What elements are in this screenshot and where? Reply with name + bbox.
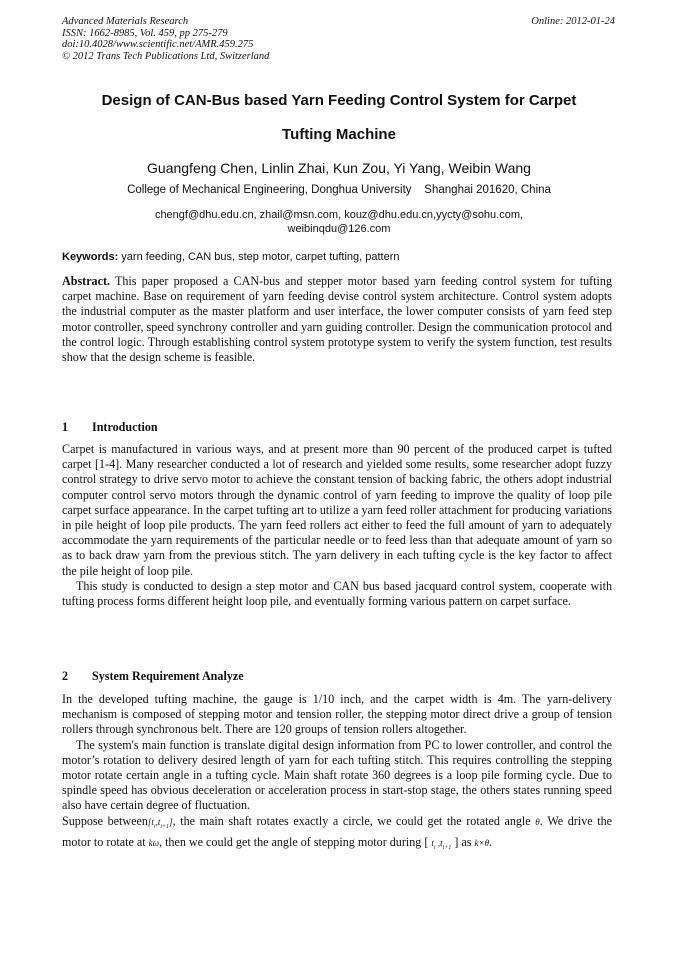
text-run: . [489,834,493,849]
doi-line: doi:10.4028/www.scientific.net/AMR.459.275 [62,39,254,50]
issn-line: ISSN: 1662-8985, Vol. 459, pp 275-279 [62,27,228,39]
section-2-body [62,692,612,856]
email-line1: chengf@dhu.edu.cn, zhail@msn.com, kouz@dhu.edu.cn,yycty@sohu.com, [154,209,524,221]
text-run: ] as [454,834,472,849]
copyright-line: © 2012 Trans Tech Publications Ltd, Switzerland [62,50,270,62]
text-run: . We drive the motor to rotate at [62,813,612,849]
keywords-label: Keywords: [62,251,119,263]
online-date: Online: 2012-01-24 [531,16,615,27]
text-run: Suppose between [62,813,148,828]
section-1-body [62,442,612,609]
paragraph: This study is conducted to design a step motor and CAN bus based jacquard control system, cooperate with tufting process forms different height loop pile, and eventually forming various pattern on carpet surface. [62,578,612,609]
text-run: , the main shaft rotates exactly a circle, we could get the rotated angle [172,813,531,828]
abstract [62,274,612,365]
paper-title-line2: Tufting Machine [282,126,396,143]
keywords-text: yarn feeding, CAN bus, step motor, carpet tufting, pattern [118,251,400,263]
k-times-theta-symbol: k×θ [474,837,490,848]
interval-ti-ti1: $t_i$ $,t_{i+1}$ [431,837,452,851]
email-line2: weibinqdu@126.com [287,223,391,235]
paper-title-line1: Design of CAN-Bus based Yarn Feeding Control System for Carpet [101,92,577,109]
section-heading-1 [62,420,158,435]
author-list: Guangfeng Chen, Linlin Zhai, Kun Zou, Yi Yang, Weibin Wang [147,160,531,176]
journal-header [62,16,269,62]
paragraph: In the developed tufting machine, the gauge is 1/10 inch, and the carpet width is 4m. The yarn-delivery mechanism is composed of stepping motor and tension roller, the stepping motor direct drive a group of tension rollers through synchronous belt. There are 120 groups of tension rollers altogether. [62,692,612,737]
section-number: 2 [62,669,69,683]
abstract-label: Abstract. [62,274,111,288]
section-number: 1 [62,420,69,434]
k-omega-symbol: kω [148,837,160,848]
interval-ti-ti1: $[t_i,t_{i+1}]$ [147,816,173,830]
text-run: , then we could get the angle of stepping motor during [ [159,834,429,849]
author-emails [62,208,616,236]
journal-name: Advanced Materials Research [62,16,189,27]
section-title: Introduction [92,420,158,434]
abstract-text: This paper proposed a CAN-bus and stepper motor based yarn feeding control system for tufting carpet machine. Base on requirement of yarn feeding devise control system architecture. Control system adopts the industrial computer as the master platform and user interface, the lower computer consists of yarn feed step motor controller, speed synchrony controller and yarn guiding controller. Design the communication protocol and the control logic. Through establishing control system prototype system to verify the system function, test results show that the design scheme is feasible. [62,274,612,365]
affiliation: College of Mechanical Engineering, Donghua University Shanghai 201620, China [127,184,551,196]
section-title: System Requirement Analyze [92,669,244,683]
section-heading-2 [62,669,244,684]
paragraph: The system's main function is translate digital design information from PC to lower controller, and control the motor’s rotation to delivery desired length of yarn for each tufting stitch. This requires controlling the stepping motor rotate certain angle in a tufting cycle. Main shaft rotate 360 degrees is a loop pile forming cycle. Due to spindle speed has obvious deceleration or acceleration process in start-stop stage, the others states running speed also have certain degree of fluctuation. [62,737,612,813]
paragraph: Carpet is manufactured in various ways, and at present more than 90 percent of the produced carpet is tufted carpet [1-4]. Many researcher conducted a lot of research and yielded some results, some researcher adopt fuzzy control strategy to drive servo motor to achieve the constant tension of backing fabric, the others adopt industrial computer control servo motors through the dynamic control of yarn feeding to improve the quality of loop pile carpet surface appearance. In the carpet tufting art to utilize a yarn feed roller attachment for producing variations in pile height of loop pile products. The yarn feed rollers act either to feed the full amount of yarn to adequately accommodate the yarn requirements of the particular needle or to feed less than that adequate amount of yarn so as to back draw yarn from the previous stitch. The yarn delivery in each tufting cycle is the key factor to affect the pile height of loop pile. [62,442,612,578]
keywords [62,251,616,263]
paragraph-with-math [62,814,612,856]
theta-symbol: θ [535,816,540,827]
